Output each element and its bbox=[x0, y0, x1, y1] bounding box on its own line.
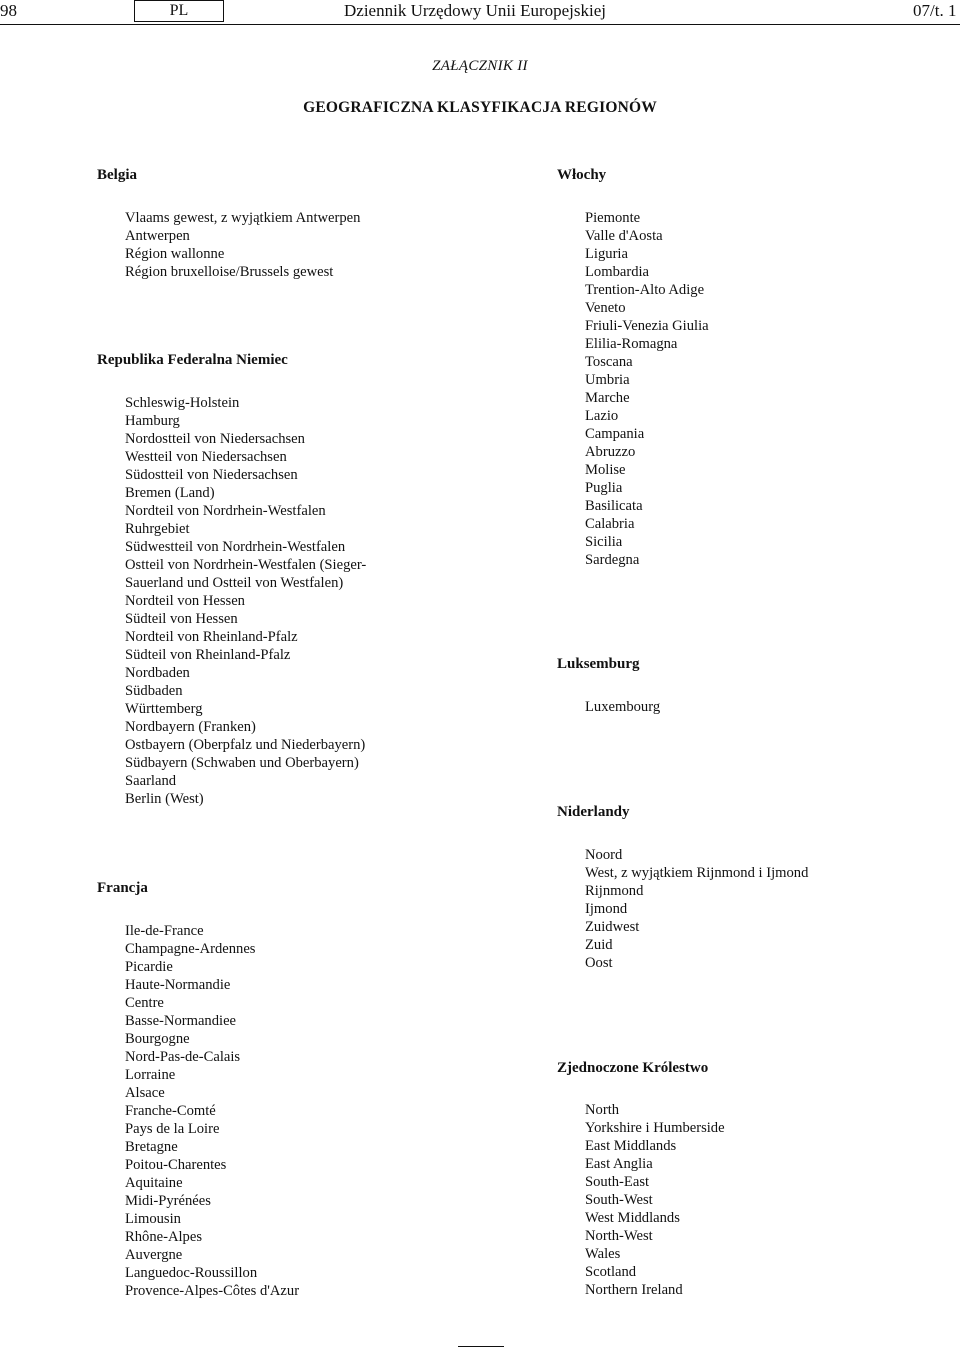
section-heading-niderlandy: Niderlandy bbox=[557, 804, 630, 820]
list-item: Ijmond bbox=[585, 901, 628, 917]
list-item: Valle d'Aosta bbox=[585, 228, 663, 244]
list-item: Nordbayern (Franken) bbox=[125, 719, 256, 735]
list-item: Südostteil von Niedersachsen bbox=[125, 467, 298, 483]
list-item: Région bruxelloise/Brussels gewest bbox=[125, 264, 334, 280]
list-item: Toscana bbox=[585, 354, 633, 370]
list-item: Provence-Alpes-Côtes d'Azur bbox=[125, 1283, 300, 1299]
list-item: Poitou-Charentes bbox=[125, 1157, 227, 1173]
list-item: Sicilia bbox=[585, 534, 623, 550]
list-item: Oost bbox=[585, 955, 613, 971]
region-list-uk bbox=[585, 1101, 725, 1299]
list-item: Luxembourg bbox=[585, 699, 661, 715]
list-item: Campania bbox=[585, 426, 645, 442]
list-item: Vlaams gewest, z wyjątkiem Antwerpen bbox=[125, 210, 361, 226]
list-item: Bretagne bbox=[125, 1139, 178, 1155]
journal-title: Dziennik Urzędowy Unii Europejskiej bbox=[344, 1, 607, 20]
list-item: Lazio bbox=[585, 408, 619, 424]
list-item: Nordteil von Nordrhein-Westfalen bbox=[125, 503, 326, 519]
region-list-francja bbox=[125, 922, 299, 1300]
list-item: Marche bbox=[585, 390, 630, 406]
section-heading-belgia: Belgia bbox=[97, 167, 137, 183]
list-item: Südwestteil von Nordrhein-Westfalen bbox=[125, 539, 346, 555]
list-item: Limousin bbox=[125, 1211, 181, 1227]
list-item: Midi-Pyrénées bbox=[125, 1193, 211, 1209]
list-item: Alsace bbox=[125, 1085, 165, 1101]
list-item: South-West bbox=[585, 1192, 653, 1208]
list-item: Saarland bbox=[125, 773, 177, 789]
list-item: Friuli-Venezia Giulia bbox=[585, 318, 709, 334]
list-item: Nordteil von Rheinland-Pfalz bbox=[125, 629, 298, 645]
section-heading-luksemburg: Luksemburg bbox=[557, 656, 640, 672]
list-item: Südbaden bbox=[125, 683, 183, 699]
list-item: Champagne-Ardennes bbox=[125, 941, 256, 957]
list-item: North bbox=[585, 1102, 620, 1118]
section-heading-francja: Francja bbox=[97, 880, 148, 896]
list-item: Ostbayern (Oberpfalz und Niederbayern) bbox=[125, 737, 366, 753]
list-item: Picardie bbox=[125, 959, 173, 975]
list-item: Sauerland und Ostteil von Westfalen) bbox=[125, 575, 344, 591]
list-item: Antwerpen bbox=[125, 228, 190, 244]
list-item: East Middlands bbox=[585, 1138, 677, 1154]
list-item: Ruhrgebiet bbox=[125, 521, 190, 537]
issue-number: 07/t. 1 bbox=[913, 1, 957, 20]
list-item: Auvergne bbox=[125, 1247, 183, 1263]
list-item: Trention-Alto Adige bbox=[585, 282, 705, 298]
list-item: Zuid bbox=[585, 937, 613, 953]
list-item: Württemberg bbox=[125, 701, 203, 717]
list-item: Rhône-Alpes bbox=[125, 1229, 203, 1245]
list-item: Lombardia bbox=[585, 264, 650, 280]
list-item: Wales bbox=[585, 1246, 621, 1262]
list-item: Basilicata bbox=[585, 498, 643, 514]
list-item: East Anglia bbox=[585, 1156, 653, 1172]
list-item: Nordostteil von Niedersachsen bbox=[125, 431, 305, 447]
list-item: Zuidwest bbox=[585, 919, 640, 935]
list-item: Calabria bbox=[585, 516, 635, 532]
list-item: North-West bbox=[585, 1228, 653, 1244]
list-item: Westteil von Niedersachsen bbox=[125, 449, 287, 465]
page-header bbox=[0, 0, 960, 26]
region-list-belgia bbox=[125, 209, 360, 281]
list-item: Scotland bbox=[585, 1264, 637, 1280]
region-list-niemcy bbox=[125, 394, 366, 808]
list-item: Puglia bbox=[585, 480, 623, 496]
list-item: Franche-Comté bbox=[125, 1103, 216, 1119]
list-item: Berlin (West) bbox=[125, 791, 204, 807]
list-item: Rijnmond bbox=[585, 883, 644, 899]
list-item: Südbayern (Schwaben und Oberbayern) bbox=[125, 755, 359, 771]
section-heading-uk: Zjednoczone Królestwo bbox=[557, 1060, 709, 1076]
section-heading-wlochy: Włochy bbox=[557, 167, 607, 183]
list-item: Sardegna bbox=[585, 552, 640, 568]
list-item: South-East bbox=[585, 1174, 650, 1190]
list-item: Südteil von Rheinland-Pfalz bbox=[125, 647, 291, 663]
region-list-niderlandy bbox=[585, 846, 808, 972]
region-list-wlochy bbox=[585, 209, 709, 569]
list-item: Umbria bbox=[585, 372, 630, 388]
list-item: Bremen (Land) bbox=[125, 485, 215, 501]
list-item: Pays de la Loire bbox=[125, 1121, 220, 1137]
footer-rule bbox=[458, 1346, 504, 1347]
list-item: Nordteil von Hessen bbox=[125, 593, 245, 609]
list-item: Ostteil von Nordrhein-Westfalen (Sieger- bbox=[125, 557, 367, 573]
language-code: PL bbox=[134, 0, 224, 22]
document-title: GEOGRAFICZNA KLASYFIKACJA REGIONÓW bbox=[303, 99, 657, 116]
list-item: Nord-Pas-de-Calais bbox=[125, 1049, 241, 1065]
list-item: Nordbaden bbox=[125, 665, 190, 681]
list-item: West, z wyjątkiem Rijnmond i Ijmond bbox=[585, 865, 809, 881]
annex-label: ZAŁĄCZNIK II bbox=[432, 58, 528, 74]
section-heading-niemcy: Republika Federalna Niemiec bbox=[97, 352, 288, 368]
list-item: Languedoc-Roussillon bbox=[125, 1265, 258, 1281]
list-item: Abruzzo bbox=[585, 444, 636, 460]
list-item: West Middlands bbox=[585, 1210, 680, 1226]
header-rule bbox=[0, 24, 960, 25]
region-list-luksemburg bbox=[585, 698, 660, 716]
list-item: Hamburg bbox=[125, 413, 180, 429]
list-item: Piemonte bbox=[585, 210, 641, 226]
list-item: Noord bbox=[585, 847, 623, 863]
list-item: Ile-de-France bbox=[125, 923, 204, 939]
list-item: Molise bbox=[585, 462, 626, 478]
list-item: Bourgogne bbox=[125, 1031, 190, 1047]
list-item: Elilia-Romagna bbox=[585, 336, 678, 352]
list-item: Basse-Normandiee bbox=[125, 1013, 237, 1029]
list-item: Südteil von Hessen bbox=[125, 611, 238, 627]
list-item: Haute-Normandie bbox=[125, 977, 231, 993]
list-item: Northern Ireland bbox=[585, 1282, 683, 1298]
list-item: Schleswig-Holstein bbox=[125, 395, 240, 411]
list-item: Aquitaine bbox=[125, 1175, 183, 1191]
page-number: 98 bbox=[0, 1, 17, 20]
list-item: Veneto bbox=[585, 300, 626, 316]
list-item: Région wallonne bbox=[125, 246, 225, 262]
list-item: Liguria bbox=[585, 246, 628, 262]
list-item: Yorkshire i Humberside bbox=[585, 1120, 725, 1136]
list-item: Lorraine bbox=[125, 1067, 176, 1083]
list-item: Centre bbox=[125, 995, 164, 1011]
